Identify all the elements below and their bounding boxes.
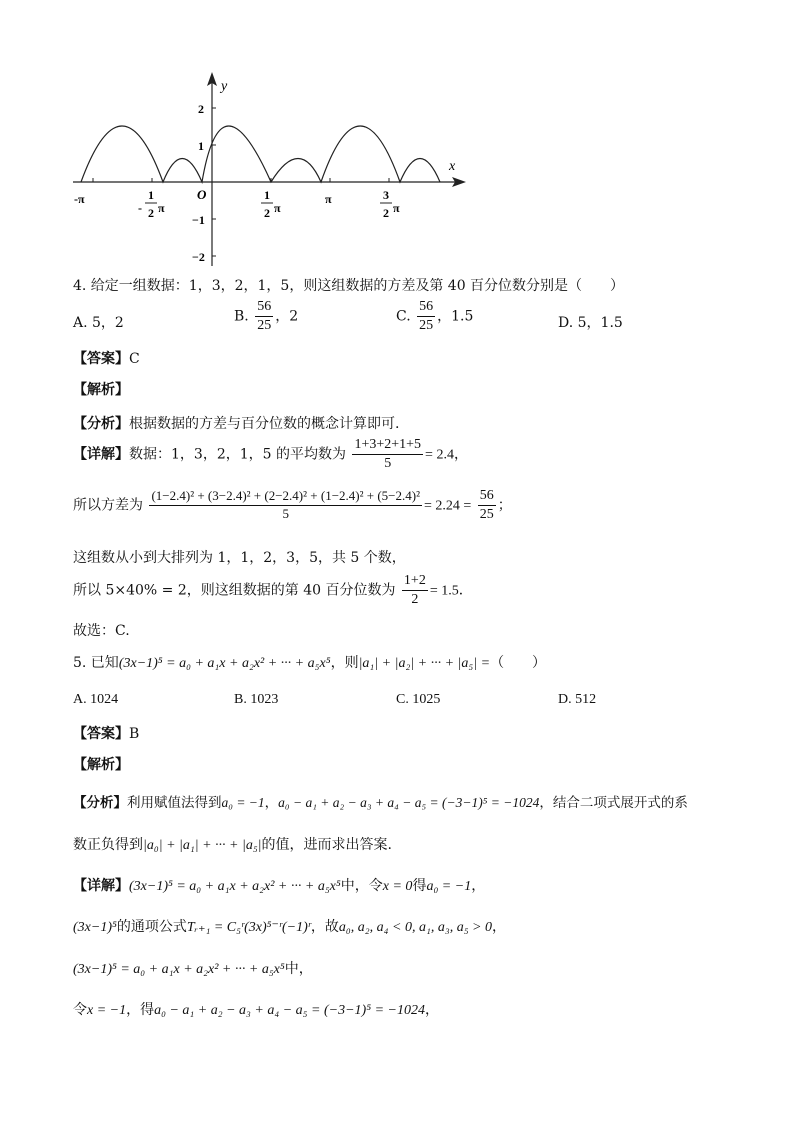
detail-text: 数据：1，3，2，1，5 的平均数为 <box>129 446 346 463</box>
q4-sort-line: 这组数从小到大排列为 1，1，2，3，5，共 5 个数， <box>73 550 406 566</box>
percentile-result: = 1.5． <box>429 583 473 599</box>
q5-analysis-tag: 【解析】 <box>73 757 129 773</box>
d3-expr: (3x−1)⁵ = a₀ + a₁x + a₂x² + ··· + a₅x⁵ <box>73 962 285 977</box>
y-tick-2: 2 <box>198 102 204 116</box>
fenxi-text: 根据数据的方差与百分位数的概念计算即可. <box>129 416 400 432</box>
option-b-rest: ，2 <box>275 308 299 325</box>
option-c-rest: ，1.5 <box>437 308 474 325</box>
answer-tag: 【答案】 <box>73 351 129 367</box>
mean-fraction: $\frac{1+3+2+1+5}{5}$ <box>354 437 422 472</box>
d1-expr: (3x−1)⁵ = a₀ + a₁x + a₂x² + ··· + a₅x⁵ <box>129 879 341 894</box>
q4-analysis-tag: 【解析】 <box>73 382 129 398</box>
q5-option-c[interactable]: C. 1025 <box>396 692 441 707</box>
q4-option-b[interactable] <box>234 299 298 334</box>
q5-stem-prefix: 5. 已知 <box>73 655 119 671</box>
q5-stem-mid: ，则 <box>330 655 359 671</box>
q4-answer <box>73 348 140 368</box>
d4-mid: ，得 <box>126 1002 155 1018</box>
option-b-letter: B. <box>234 308 249 325</box>
d1-mid2: 得 <box>412 878 427 894</box>
x-tick-threehalf-pi: π <box>393 201 400 215</box>
option-c-fraction: $\frac{56}{25}$ <box>419 299 434 334</box>
x-tick-neg-half-pi: π <box>158 201 165 215</box>
fenxi-a: 利用赋值法得到 <box>127 795 222 811</box>
fenxi-line2-b: 的值，进而求出答案. <box>261 837 392 853</box>
mean-result: = 2.4， <box>425 447 468 463</box>
d1-expr3: a₀ = −1 <box>426 879 472 894</box>
x-tick-neg-half-den: 2 <box>148 206 154 220</box>
answer-value: C <box>129 351 140 367</box>
answer-value: B <box>129 726 140 742</box>
y-tick-neg1: −1 <box>192 213 205 227</box>
q5-fenxi-line2 <box>73 834 392 854</box>
q4-option-a[interactable]: A. 5，2 <box>73 315 124 331</box>
fenxi-line2-expr: |a₀| + |a₁| + ··· + |a₅| <box>143 838 262 853</box>
d1-end: ， <box>471 878 486 894</box>
q4-option-d[interactable]: D. 5，1.5 <box>558 315 623 331</box>
d3-end: 中， <box>284 961 313 977</box>
q4-stem: 4. 给定一组数据：1，3，2，1，5，则这组数据的方差及第 40 百分位数分别是（ ） <box>73 278 625 294</box>
fenxi-tag: 【分析】 <box>73 795 127 811</box>
variance-prefix: 所以方差为 <box>73 497 143 514</box>
q5-answer <box>73 723 139 743</box>
d2-mid: 的通项公式 <box>116 919 187 935</box>
y-tick-1: 1 <box>198 139 204 153</box>
q5-stem-end: （ ） <box>490 655 547 671</box>
q4-variance-line <box>73 488 512 523</box>
q5-detail-line1 <box>73 875 485 895</box>
variance-end: ； <box>497 497 512 514</box>
x-axis-label: x <box>449 159 456 174</box>
option-c-letter: C. <box>396 308 411 325</box>
fenxi-expr2: a₀ − a₁ + a₂ − a₃ + a₄ − a₅ = (−3−1)⁵ = −1024 <box>278 795 540 810</box>
percentile-prefix: 所以 5×40% = 2，则这组数据的第 40 百分位数为 <box>73 582 396 599</box>
q4-choose: 故选：C. <box>73 623 130 639</box>
fenxi-expr1: a₀ = −1 <box>221 795 265 810</box>
d2-end: ， <box>492 919 507 935</box>
q5-fenxi-line1 <box>73 791 688 811</box>
d2-expr: (3x−1)⁵ <box>73 920 117 935</box>
q5-detail-line4 <box>73 999 439 1019</box>
x-tick-half-num: 1 <box>264 188 270 202</box>
q4-fenxi <box>73 413 399 433</box>
x-tick-pi: π <box>325 192 332 206</box>
function-curve <box>81 126 440 182</box>
d1-expr2: x = 0 <box>382 879 413 894</box>
x-tick-threehalf-den: 2 <box>383 206 389 220</box>
x-tick-threehalf-num: 3 <box>383 188 389 202</box>
q5-detail-line3 <box>73 958 313 978</box>
variance-fraction: $\frac{\text{(1−2.4)² + (3−2.4)² + (2−2.4)² + (1−2.4)² + (5−2.4)²}}{5}$ <box>151 488 420 522</box>
fenxi-sep: ， <box>264 795 279 811</box>
q5-stem <box>73 652 546 672</box>
option-b-fraction: $\frac{56}{25}$ <box>257 299 272 334</box>
d4-expr2: a₀ − a₁ + a₂ − a₃ + a₄ − a₅ = (−3−1)⁵ = −1024 <box>154 1003 425 1018</box>
x-tick-neg-half-sign: - <box>138 201 142 215</box>
x-tick-half-den: 2 <box>264 206 270 220</box>
fenxi-b: ，结合二项式展开式的系 <box>539 795 688 811</box>
x-tick-half-pi: π <box>274 201 281 215</box>
d2-expr2: Tᵣ₊₁ = C₅ʳ(3x)⁵⁻ʳ(−1)ʳ <box>186 920 311 935</box>
detail-tag: 【详解】 <box>73 446 129 463</box>
fenxi-tag: 【分析】 <box>73 416 129 432</box>
d4-end: ， <box>424 1002 439 1018</box>
q4-percentile-line <box>73 573 473 608</box>
q4-option-c[interactable] <box>396 299 473 334</box>
fenxi-line2-a: 数正负得到 <box>73 837 143 853</box>
y-axis-label: y <box>221 79 228 94</box>
y-tick-neg2: −2 <box>192 250 205 264</box>
d1-mid: 中，令 <box>340 878 383 894</box>
d2-expr3: a₀, a₂, a₄ < 0, a₁, a₃, a₅ > 0 <box>338 920 493 935</box>
d4-prefix: 令 <box>73 1002 87 1018</box>
percentile-fraction: $\frac{1+2}{2}$ <box>403 573 426 608</box>
q4-detail-line1 <box>73 437 468 472</box>
q5-detail-line2 <box>73 916 506 936</box>
detail-tag: 【详解】 <box>73 878 129 894</box>
function-graph <box>60 66 480 272</box>
d2-mid2: ，故 <box>310 919 339 935</box>
x-tick-neg-pi: -π <box>74 192 85 206</box>
answer-tag: 【答案】 <box>73 726 129 742</box>
origin-label: O <box>197 187 207 202</box>
q5-stem-expr: (3x−1)⁵ = a₀ + a₁x + a₂x² + ··· + a₅x⁵ <box>118 656 331 671</box>
variance-result-fraction: $\frac{56}{25}$ <box>479 488 494 523</box>
variance-eq: = 2.24 = <box>423 498 472 514</box>
q5-option-d[interactable]: D. 512 <box>558 692 597 707</box>
q5-option-a[interactable]: A. 1024 <box>73 692 119 707</box>
q5-option-b[interactable]: B. 1023 <box>234 692 279 707</box>
q5-stem-expr2: |a₁| + |a₂| + ··· + |a₅| = <box>358 656 491 671</box>
d4-expr: x = −1 <box>87 1003 127 1018</box>
x-tick-neg-half-num: 1 <box>148 188 154 202</box>
